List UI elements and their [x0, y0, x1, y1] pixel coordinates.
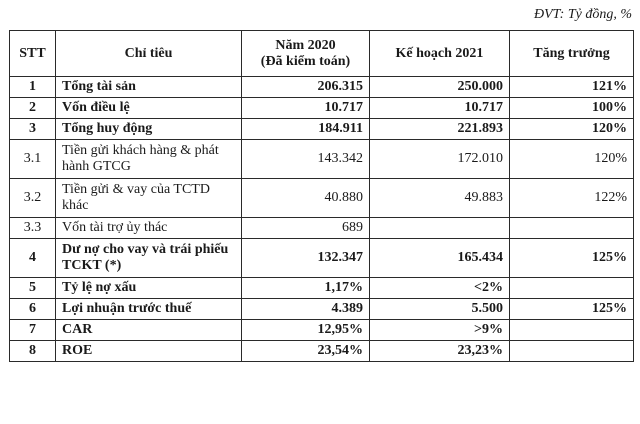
header-2020-line1: Năm 2020 — [275, 37, 336, 53]
cell-plan: 5.500 — [370, 299, 510, 320]
cell-indicator: Tổng tài sản — [56, 77, 242, 98]
cell-growth: 121% — [510, 77, 634, 98]
cell-stt: 2 — [10, 98, 56, 119]
table-row — [10, 239, 634, 278]
cell-plan: 172.010 — [370, 140, 510, 179]
cell-indicator: Tiền gửi & vay của TCTD khác — [56, 179, 242, 218]
plan-table — [9, 30, 634, 362]
cell-indicator: Dư nợ cho vay và trái phiếu TCKT (*) — [56, 239, 242, 278]
cell-stt: 3 — [10, 119, 56, 140]
cell-growth: 125% — [510, 299, 634, 320]
cell-2020: 132.347 — [242, 239, 370, 278]
cell-growth — [510, 320, 634, 341]
table-row — [10, 299, 634, 320]
cell-stt: 1 — [10, 77, 56, 98]
cell-plan: <2% — [370, 278, 510, 299]
header-2020 — [242, 31, 370, 77]
header-row — [10, 31, 634, 77]
cell-indicator: Tỷ lệ nợ xấu — [56, 278, 242, 299]
table-row — [10, 320, 634, 341]
cell-2020: 40.880 — [242, 179, 370, 218]
cell-stt: 4 — [10, 239, 56, 278]
cell-indicator: CAR — [56, 320, 242, 341]
cell-stt: 8 — [10, 341, 56, 362]
cell-indicator: Vốn điều lệ — [56, 98, 242, 119]
header-stt: STT — [10, 31, 56, 77]
table-row — [10, 98, 634, 119]
cell-plan: 10.717 — [370, 98, 510, 119]
cell-growth: 120% — [510, 140, 634, 179]
cell-stt: 5 — [10, 278, 56, 299]
header-2020-line2: (Đã kiểm toán) — [260, 53, 351, 69]
table-row — [10, 218, 634, 239]
header-plan-2021: Kế hoạch 2021 — [370, 31, 510, 77]
cell-indicator: Vốn tài trợ ủy thác — [56, 218, 242, 239]
cell-2020: 23,54% — [242, 341, 370, 362]
cell-growth: 120% — [510, 119, 634, 140]
cell-plan: 23,23% — [370, 341, 510, 362]
header-indicator: Chỉ tiêu — [56, 31, 242, 77]
cell-2020: 1,17% — [242, 278, 370, 299]
cell-growth: 122% — [510, 179, 634, 218]
cell-growth — [510, 218, 634, 239]
cell-2020: 12,95% — [242, 320, 370, 341]
unit-note: ĐVT: Tỷ đồng, % — [534, 7, 632, 22]
cell-plan: 221.893 — [370, 119, 510, 140]
cell-stt: 7 — [10, 320, 56, 341]
table-row — [10, 119, 634, 140]
cell-indicator: ROE — [56, 341, 242, 362]
cell-stt: 6 — [10, 299, 56, 320]
cell-stt: 3.2 — [10, 179, 56, 218]
table-row — [10, 140, 634, 179]
cell-growth — [510, 341, 634, 362]
header-growth: Tăng trưởng — [510, 31, 634, 77]
table-row — [10, 278, 634, 299]
table-row — [10, 179, 634, 218]
cell-plan: 49.883 — [370, 179, 510, 218]
cell-2020: 4.389 — [242, 299, 370, 320]
cell-growth: 125% — [510, 239, 634, 278]
cell-2020: 184.911 — [242, 119, 370, 140]
cell-stt: 3.3 — [10, 218, 56, 239]
cell-plan — [370, 218, 510, 239]
table-row — [10, 341, 634, 362]
cell-indicator: Tổng huy động — [56, 119, 242, 140]
cell-2020: 143.342 — [242, 140, 370, 179]
cell-growth — [510, 278, 634, 299]
cell-indicator: Lợi nhuận trước thuế — [56, 299, 242, 320]
cell-stt: 3.1 — [10, 140, 56, 179]
table-row — [10, 77, 634, 98]
cell-2020: 689 — [242, 218, 370, 239]
cell-plan: 165.434 — [370, 239, 510, 278]
cell-2020: 206.315 — [242, 77, 370, 98]
cell-plan: 250.000 — [370, 77, 510, 98]
cell-indicator: Tiền gửi khách hàng & phát hành GTCG — [56, 140, 242, 179]
cell-growth: 100% — [510, 98, 634, 119]
cell-2020: 10.717 — [242, 98, 370, 119]
cell-plan: >9% — [370, 320, 510, 341]
